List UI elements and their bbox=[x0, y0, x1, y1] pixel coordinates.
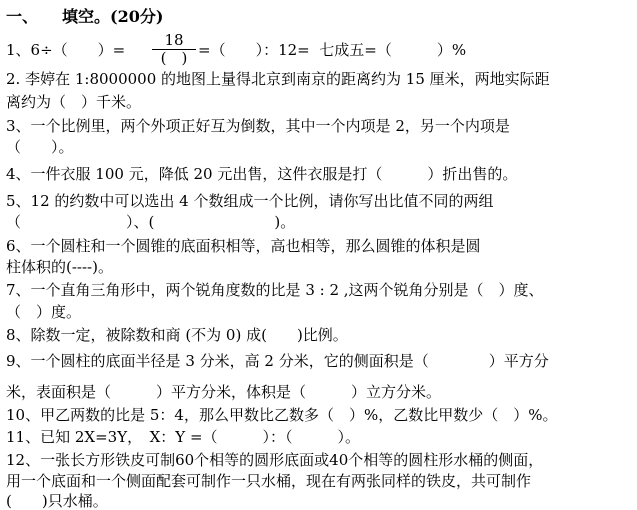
section-heading: 一、 填空。(20分) bbox=[6, 7, 164, 26]
question-1-part-a: 1、6÷（ ）= bbox=[6, 41, 126, 59]
question-1-part-b: =（ ）：12= 七成五=（ ）% bbox=[198, 41, 467, 59]
question-9-line-1: 9、一个圆柱的底面半径是 3 分米，高 2 分米，它的侧面积是（ ）平方分 bbox=[6, 352, 549, 370]
question-12-line-1: 12、一张长方形铁皮可制60个相等的圆形底面或40个相等的圆柱形水桶的侧面， bbox=[6, 451, 544, 469]
question-3-line-1: 3、一个比例里，两个外项正好互为倒数，其中一个内项是 2，另一个内项是 bbox=[6, 117, 510, 135]
question-6-line-1: 6、一个圆柱和一个圆锥的底面积相等，高也相等，那么圆锥的体积是圆 bbox=[6, 237, 481, 255]
question-5-line-2: （ ）、( )。 bbox=[6, 213, 296, 231]
fraction-denominator: ( ) bbox=[160, 49, 188, 67]
question-2-line-2: 离约为（ ）千米。 bbox=[6, 93, 142, 111]
question-9-line-2: 米，表面积是（ ）平方分米，体积是（ ）立方分米。 bbox=[6, 383, 442, 401]
question-7-line-2: （ ）度。 bbox=[6, 303, 82, 321]
question-11: 11、已知 2X=3Y， X：Y =（ ）：（ ）。 bbox=[6, 428, 361, 446]
question-8: 8、除数一定，被除数和商 (不为 0) 成( )比例。 bbox=[6, 326, 348, 344]
question-10: 10、甲乙两数的比是 5：4，那么甲数比乙数多（ ）%，乙数比甲数少（ ）%。 bbox=[6, 406, 558, 424]
question-5-line-1: 5、12 的约数中可以选出 4 个数组成一个比例，请你写出比值不同的两组 bbox=[6, 192, 494, 210]
question-2-line-1: 2. 李婷在 1:8000000 的地图上量得北京到南京的距离约为 15 厘米，两地实际距 bbox=[6, 70, 550, 88]
question-1-fraction bbox=[152, 33, 196, 66]
question-3-line-2: （ ）。 bbox=[6, 138, 74, 156]
question-12-line-3: ( )只水桶。 bbox=[6, 492, 108, 510]
question-4: 4、一件衣服 100 元，降低 20 元出售，这件衣服是打（ ）折出售的。 bbox=[6, 165, 518, 183]
question-7-line-1: 7、一个直角三角形中，两个锐角度数的比是 3 : 2 ,这两个锐角分别是（ ）度、 bbox=[6, 281, 544, 299]
question-12-line-2: 用一个底面和一个侧面配套可制作一只水桶，现在有两张同样的铁皮，共可制作 bbox=[6, 472, 532, 490]
fraction-numerator: 18 bbox=[152, 33, 196, 50]
question-6-line-2: 柱体积的(----)。 bbox=[6, 258, 113, 276]
